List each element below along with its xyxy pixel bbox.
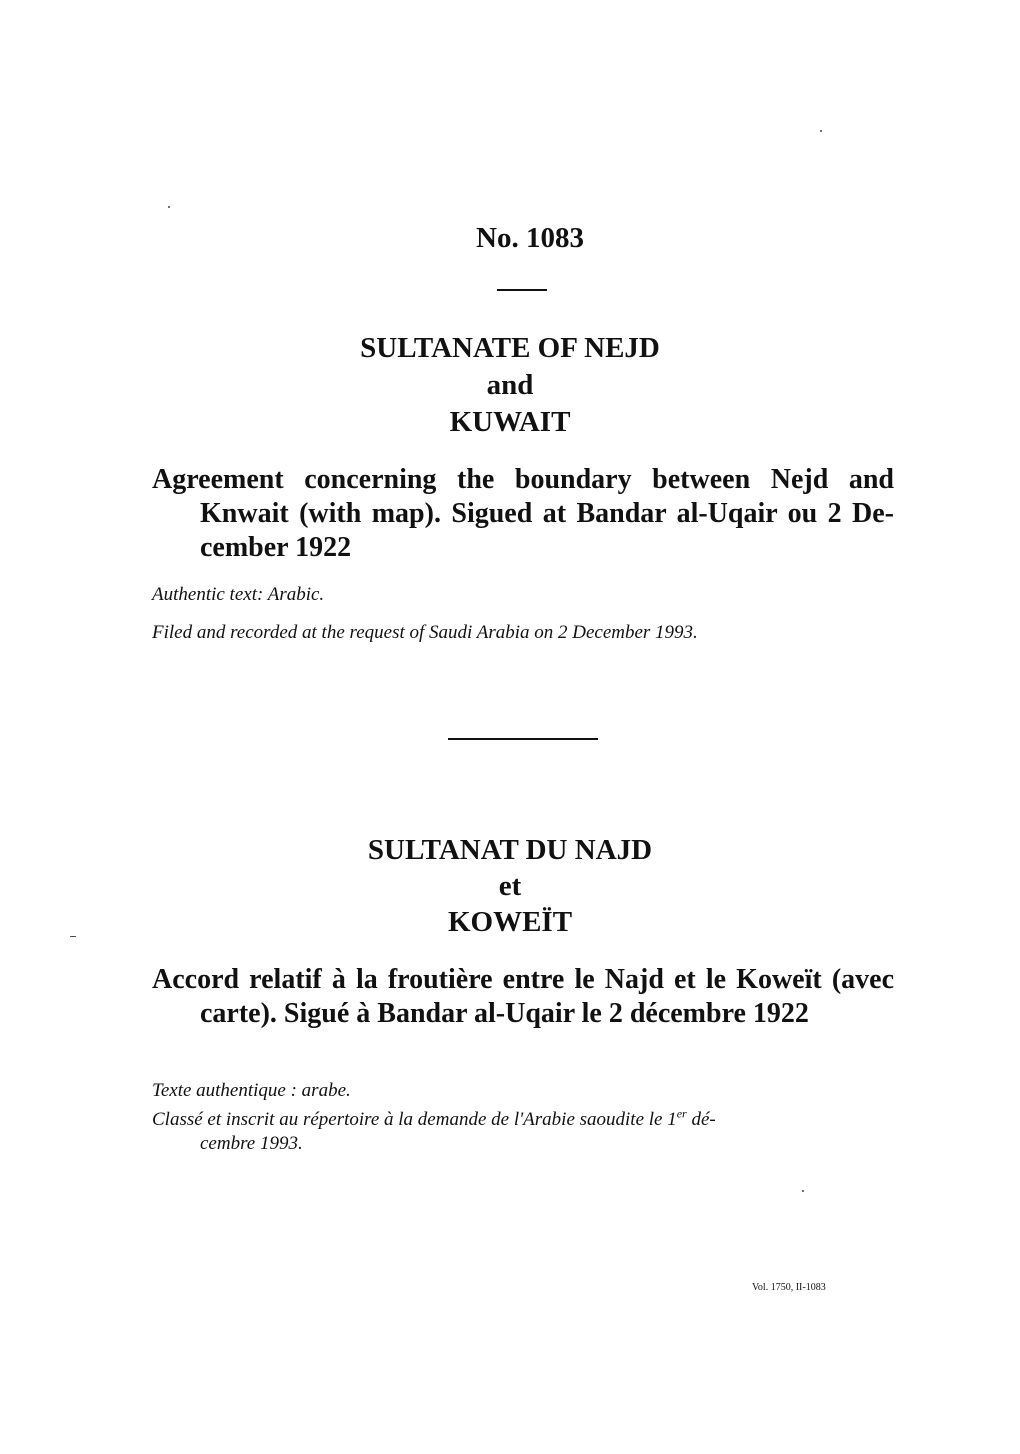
english-party-2: KUWAIT (449, 406, 571, 438)
french-filed-superscript: er (676, 1106, 687, 1121)
french-filed-line-2: cembre 1993. (200, 1133, 303, 1154)
french-title (152, 963, 894, 1031)
english-title-line-1: Agreement concerning the boundary between Nejd and (152, 464, 894, 495)
french-title-line-2: carte). Sigué à Bandar al-Uqair le 2 décembre 1922 (200, 998, 809, 1029)
english-title-line-3: cember 1922 (200, 532, 352, 563)
scan-speck (802, 1190, 804, 1192)
english-conjunction: and (486, 369, 534, 401)
english-party-1: SULTANATE OF NEJD (360, 332, 660, 364)
french-party-2: KOWEÏT (447, 906, 573, 938)
french-filed-note (152, 1108, 894, 1156)
scan-speck (168, 206, 170, 208)
french-filed-hyphen: dé- (686, 1109, 716, 1130)
english-title-line-2: Knwait (with map). Sigued at Bandar al-Uqair ou 2 De- (200, 498, 894, 529)
english-title (152, 463, 894, 565)
registration-number: No. 1083 (476, 222, 584, 254)
english-authentic-text: Authentic text: Arabic. (152, 584, 325, 605)
french-title-line-1: Accord relatif à la froutière entre le Najd et le Koweït (avec (152, 964, 894, 995)
scan-speck (820, 130, 822, 132)
short-divider (497, 289, 547, 291)
french-conjunction: et (498, 870, 522, 902)
french-authentic-text: Texte authentique : arabe. (152, 1080, 351, 1101)
volume-reference: Vol. 1750, II-1083 (752, 1282, 826, 1293)
section-divider (448, 738, 598, 740)
english-filed-note: Filed and recorded at the request of Saudi Arabia on 2 December 1993. (152, 622, 698, 643)
french-party-1: SULTANAT DU NAJD (367, 834, 653, 866)
french-filed-text: Classé et inscrit au répertoire à la demande de l'Arabie saoudite le 1 (152, 1109, 677, 1130)
